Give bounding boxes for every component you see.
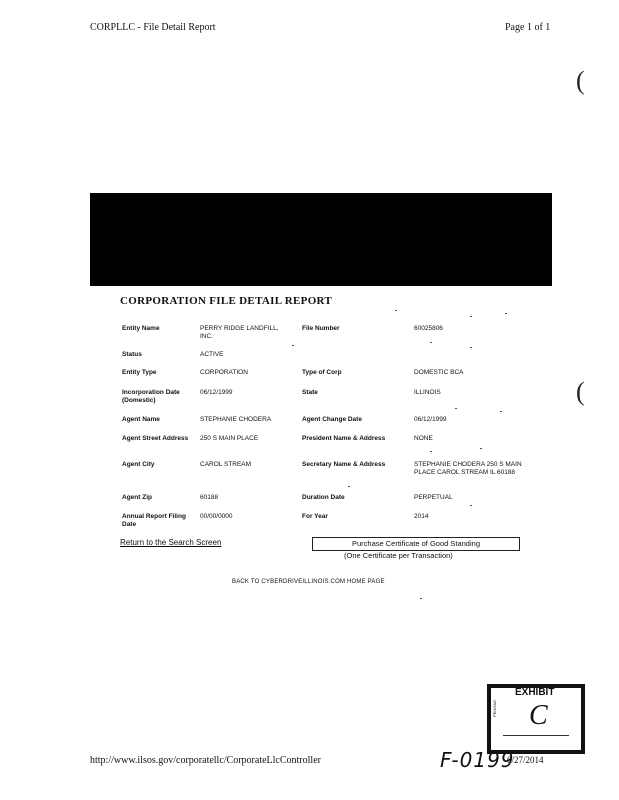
value-type-of-corp: DOMESTIC BCA [414, 369, 464, 376]
redaction-block [90, 193, 552, 286]
value-file-number: 60025806 [414, 325, 443, 332]
label-entity-type: Entity Type [122, 369, 157, 376]
value-agent-change-date: 06/12/1999 [414, 416, 447, 423]
label-agent-name: Agent Name [122, 416, 160, 423]
label-incorporation-date: Incorporation Date (Domestic) [122, 389, 180, 404]
value-for-year: 2014 [414, 513, 429, 520]
page-header-right: Page 1 of 1 [505, 22, 551, 33]
report-title: CORPORATION FILE DETAIL REPORT [120, 295, 333, 307]
value-secretary: STEPHANIE CHODERA 250 S MAIN PLACE CAROL STREAM IL 60188 [414, 461, 522, 476]
label-annual-report: Annual Report Filing Date [122, 513, 186, 528]
exhibit-underline [503, 735, 569, 736]
label-entity-name: Entity Name [122, 325, 160, 332]
value-agent-name: STEPHANIE CHODERA [200, 416, 272, 423]
label-state: State [302, 389, 318, 396]
value-state: ILLINOIS [414, 389, 441, 396]
label-duration-date: Duration Date [302, 494, 345, 501]
footer-date: 6/27/2014 [507, 755, 544, 765]
label-agent-zip: Agent Zip [122, 494, 152, 501]
footer-url: http://www.ilsos.gov/corporatellc/CorporateLlcController [90, 755, 321, 766]
page-header-left: CORPLLC - File Detail Report [90, 22, 216, 33]
label-agent-change-date: Agent Change Date [302, 416, 362, 423]
purchase-note: (One Certificate per Transaction) [344, 551, 453, 560]
value-duration-date: PERPETUAL [414, 494, 453, 501]
value-agent-zip: 60188 [200, 494, 219, 501]
exhibit-letter: C [529, 700, 548, 731]
exhibit-side-text: PENGAD [492, 700, 497, 717]
value-agent-street: 250 S MAIN PLACE [200, 435, 259, 442]
label-for-year: For Year [302, 513, 328, 520]
label-president: President Name & Address [302, 435, 386, 442]
handwritten-mark: F-0199 [440, 748, 515, 772]
label-status: Status [122, 351, 142, 358]
value-incorporation-date: 06/12/1999 [200, 389, 233, 396]
label-file-number: File Number [302, 325, 340, 332]
margin-mark-middle: ( [576, 377, 585, 406]
label-agent-street: Agent Street Address [122, 435, 189, 442]
value-entity-name: PERRY RIDGE LANDFILL, INC. [200, 325, 279, 340]
value-annual-report: 00/00/0000 [200, 513, 233, 520]
value-president: NONE [414, 435, 433, 442]
back-home-link[interactable]: BACK TO CYBERDRIVEILLINOIS.COM HOME PAGE [232, 579, 385, 585]
margin-mark-top: ( [576, 66, 585, 95]
value-status: ACTIVE [200, 351, 224, 358]
return-to-search-link[interactable]: Return to the Search Screen [120, 538, 222, 547]
purchase-certificate-button[interactable]: Purchase Certificate of Good Standing [312, 537, 520, 551]
value-entity-type: CORPORATION [200, 369, 248, 376]
label-type-of-corp: Type of Corp [302, 369, 342, 376]
value-agent-city: CAROL STREAM [200, 461, 252, 468]
label-secretary: Secretary Name & Address [302, 461, 386, 468]
label-agent-city: Agent City [122, 461, 155, 468]
exhibit-title: EXHIBIT [515, 687, 555, 698]
